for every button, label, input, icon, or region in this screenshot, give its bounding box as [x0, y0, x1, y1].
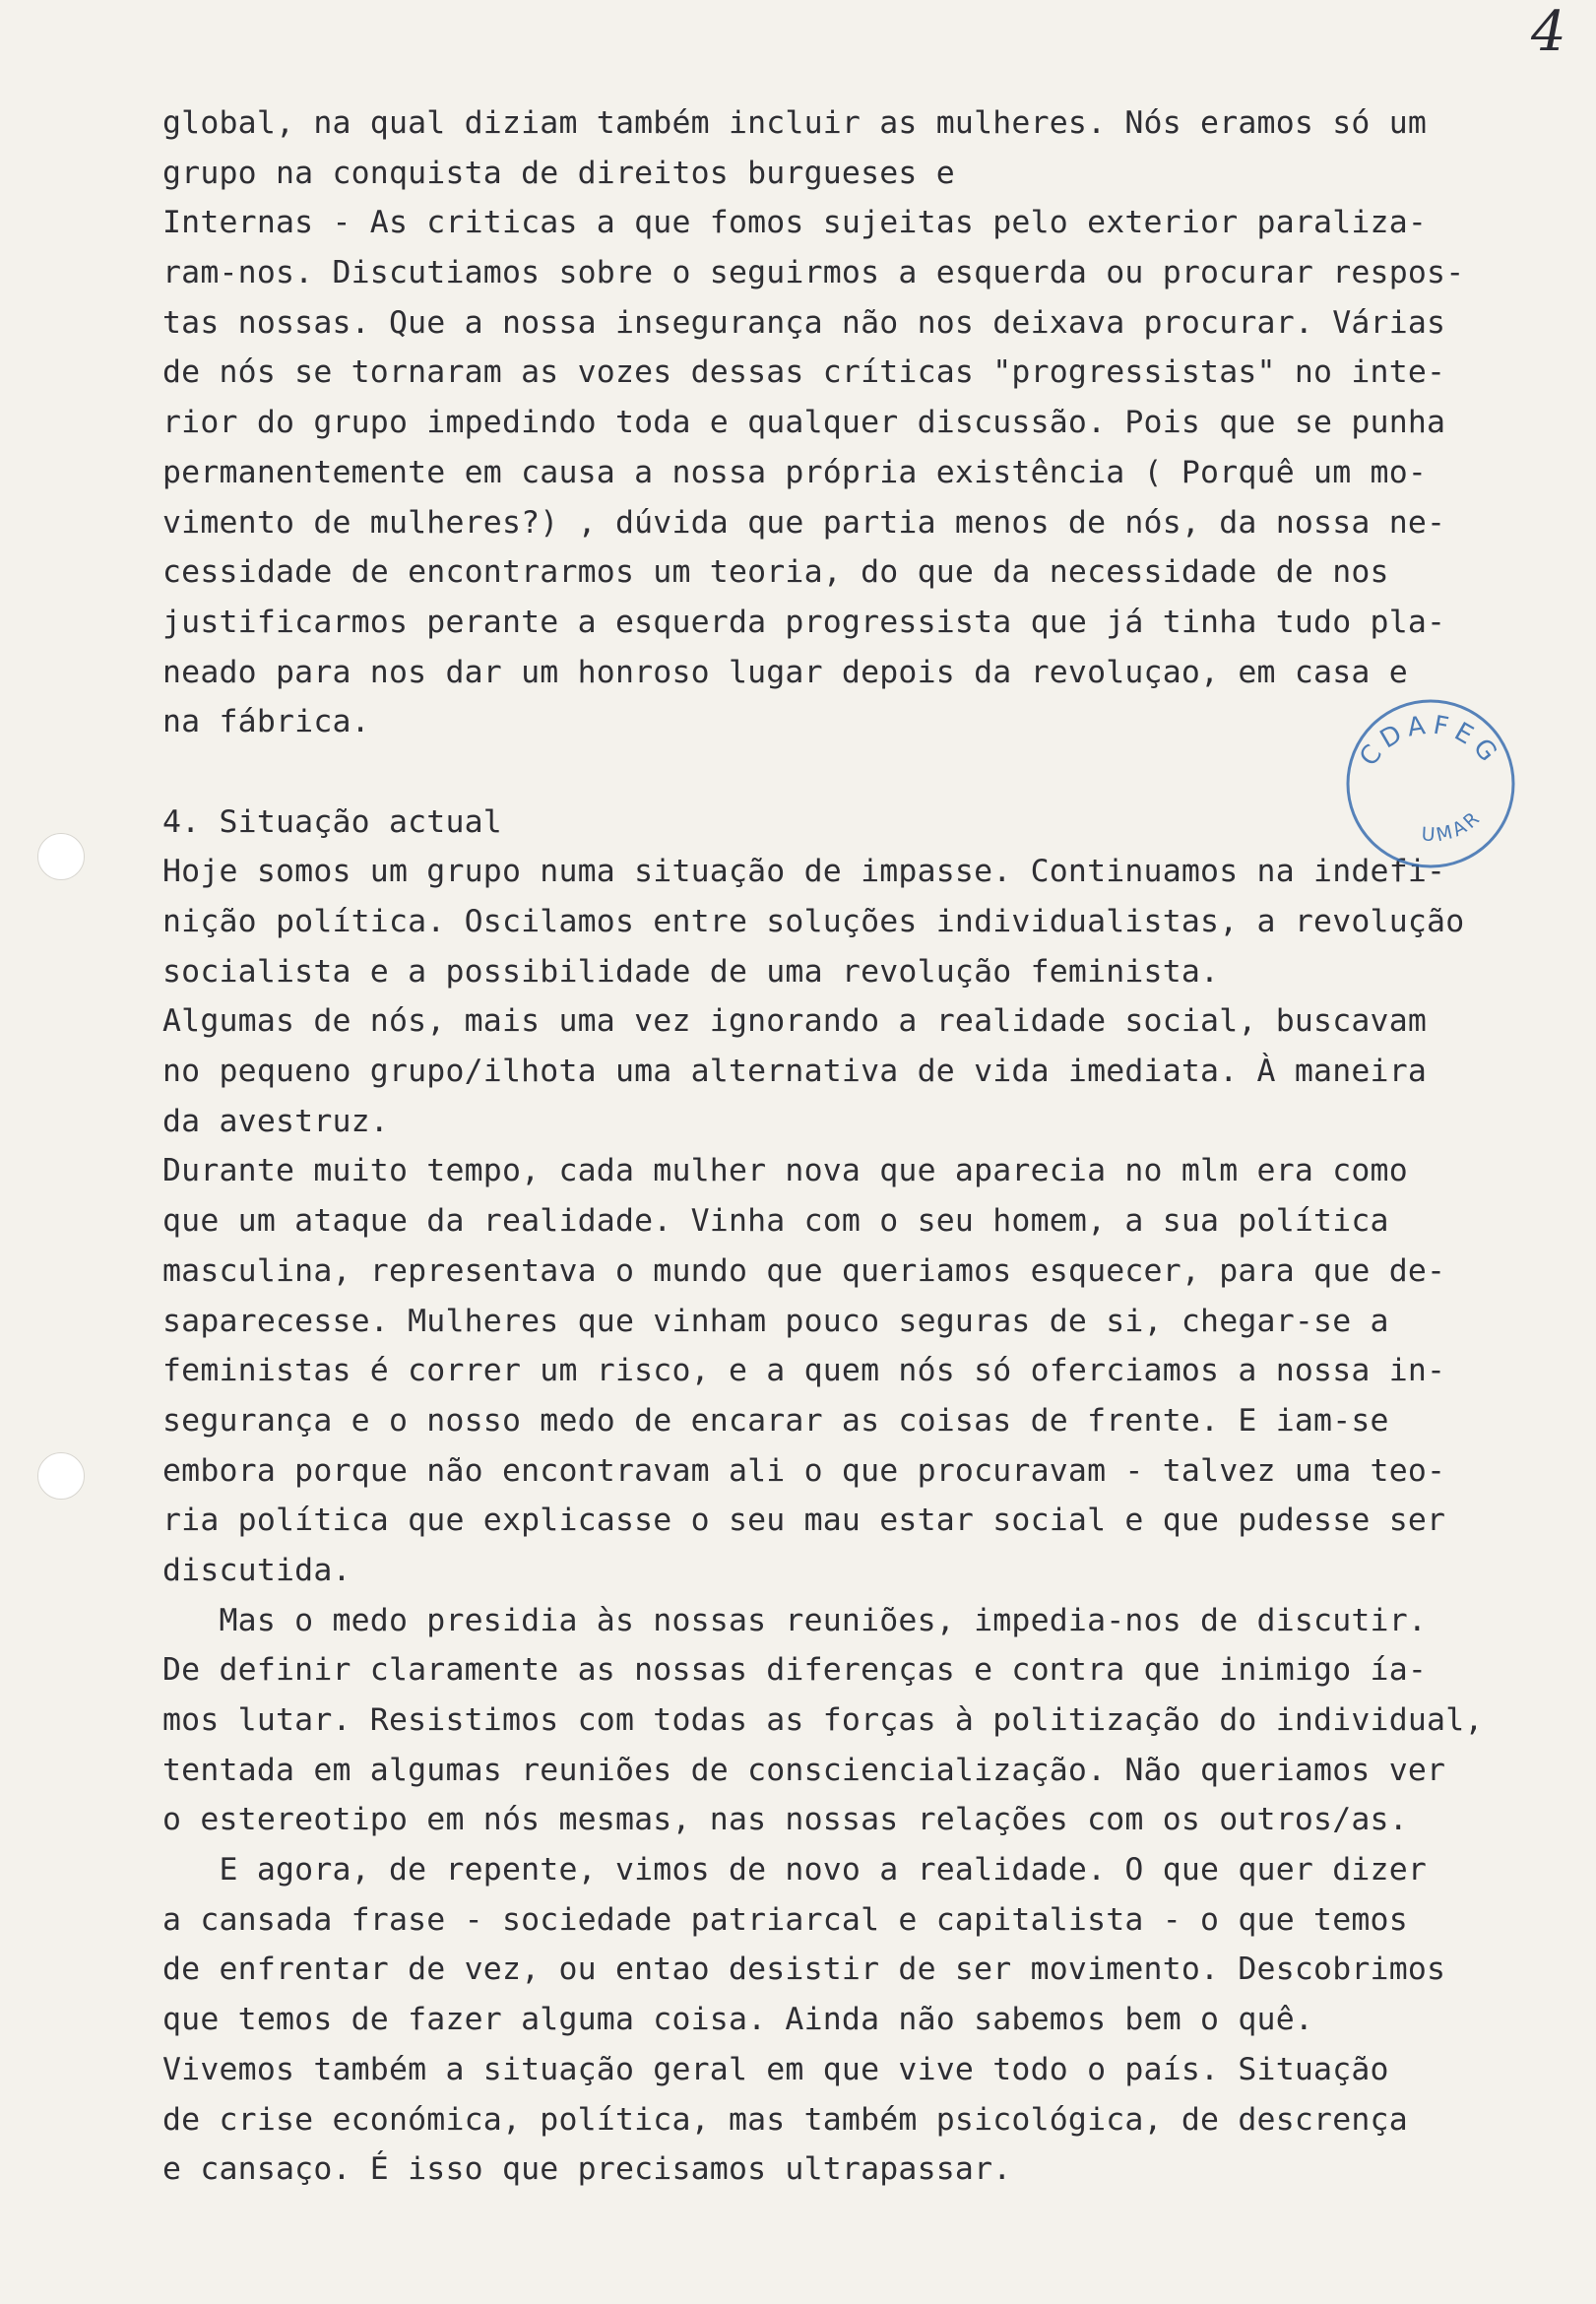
text-line: Mas o medo presidia às nossas reuniões, impedia-nos de discutir. — [162, 1602, 1428, 1638]
text-line: que temos de fazer alguma coisa. Ainda não sabemos bem o quê. — [162, 2002, 1314, 2038]
text-line: global, na qual diziam também incluir as mulheres. Nós eramos só um — [162, 105, 1428, 141]
text-line: discutida. — [162, 1552, 351, 1588]
text-line: E agora, de repente, vimos de novo a realidade. O que quer dizer — [162, 1852, 1428, 1888]
text-line: Internas - As criticas a que fomos sujeitas pelo exterior paraliza- — [162, 205, 1428, 241]
document-text — [162, 98, 1580, 2195]
text-line: Durante muito tempo, cada mulher nova que aparecia no mlm era como — [162, 1153, 1408, 1189]
text-line: mos lutar. Resistimos com todas as forças à politização do individual, — [162, 1702, 1484, 1738]
text-line: vimento de mulheres?) , dúvida que partia menos de nós, da nossa ne- — [162, 504, 1446, 541]
text-line: o estereotipo em nós mesmas, nas nossas relações com os outros/as. — [162, 1802, 1408, 1838]
text-line: Vivemos também a situação geral em que vive todo o país. Situação — [162, 2051, 1389, 2087]
text-line: rior do grupo impedindo toda e qualquer discussão. Pois que se punha — [162, 405, 1446, 441]
text-line: neado para nos dar um honroso lugar depois da revoluçao, em casa e — [162, 654, 1408, 690]
text-line: segurança e o nosso medo de encarar as coisas de frente. E iam-se — [162, 1402, 1389, 1439]
text-line: De definir claramente as nossas diferenças e contra que inimigo ía- — [162, 1652, 1428, 1689]
svg-text:UMAR — [1421, 806, 1486, 847]
text-line: grupo na conquista de direitos burgueses e — [162, 155, 955, 191]
punch-hole-top — [37, 833, 85, 880]
text-line: de nós se tornaram as vozes dessas críticas "progressistas" no inte- — [162, 354, 1446, 391]
stamp-top-text: CDAFEG — [1354, 710, 1506, 773]
page-number: 4 — [1531, 0, 1566, 64]
text-line: Algumas de nós, mais uma vez ignorando a realidade social, buscavam — [162, 1003, 1428, 1040]
text-line: no pequeno grupo/ilhota uma alternativa de vida imediata. À maneira — [162, 1054, 1428, 1090]
archive-stamp — [1344, 697, 1516, 869]
punch-hole-bottom — [37, 1452, 85, 1500]
text-line: 4. Situação actual — [162, 803, 502, 840]
text-line: masculina, representava o mundo que queriamos esquecer, para que de- — [162, 1252, 1446, 1289]
text-line: da avestruz. — [162, 1103, 389, 1139]
text-line: cessidade de encontrarmos um teoria, do que da necessidade de nos — [162, 554, 1389, 591]
text-line: e cansaço. É isso que precisamos ultrapassar. — [162, 2151, 1012, 2188]
text-line: tentada em algumas reuniões de consciencialização. Não queriamos ver — [162, 1752, 1446, 1788]
text-line: na fábrica. — [162, 704, 370, 740]
text-line: socialista e a possibilidade de uma revolução feminista. — [162, 953, 1220, 990]
text-line: embora porque não encontravam ali o que procuravam - talvez uma teo- — [162, 1452, 1446, 1489]
text-line: feministas é correr um risco, e a quem nós só oferciamos a nossa in- — [162, 1353, 1446, 1389]
text-line: ram-nos. Discutiamos sobre o seguirmos a esquerda ou procurar respos- — [162, 255, 1465, 291]
text-line: de crise económica, política, mas também psicológica, de descrença — [162, 2101, 1408, 2138]
text-line: a cansada frase - sociedade patriarcal e capitalista - o que temos — [162, 1901, 1408, 1938]
stamp-bottom-text: UMAR — [1421, 805, 1487, 847]
text-line: permanentemente em causa a nossa própria existência ( Porquê um mo- — [162, 454, 1428, 490]
text-line: de enfrentar de vez, ou entao desistir de ser movimento. Descobrimos — [162, 1952, 1446, 1988]
text-line: que um ataque da realidade. Vinha com o seu homem, a sua política — [162, 1203, 1389, 1240]
text-line: saparecesse. Mulheres que vinham pouco seguras de si, chegar-se a — [162, 1303, 1389, 1339]
text-line: Hoje somos um grupo numa situação de impasse. Continuamos na indefi- — [162, 854, 1446, 890]
text-line: ria política que explicasse o seu mau estar social e que pudesse ser — [162, 1503, 1446, 1539]
text-line: nição política. Oscilamos entre soluções individualistas, a revolução — [162, 904, 1465, 939]
text-line: justificarmos perante a esquerda progressista que já tinha tudo pla- — [162, 604, 1446, 640]
text-line: tas nossas. Que a nossa insegurança não nos deixava procurar. Várias — [162, 304, 1446, 341]
